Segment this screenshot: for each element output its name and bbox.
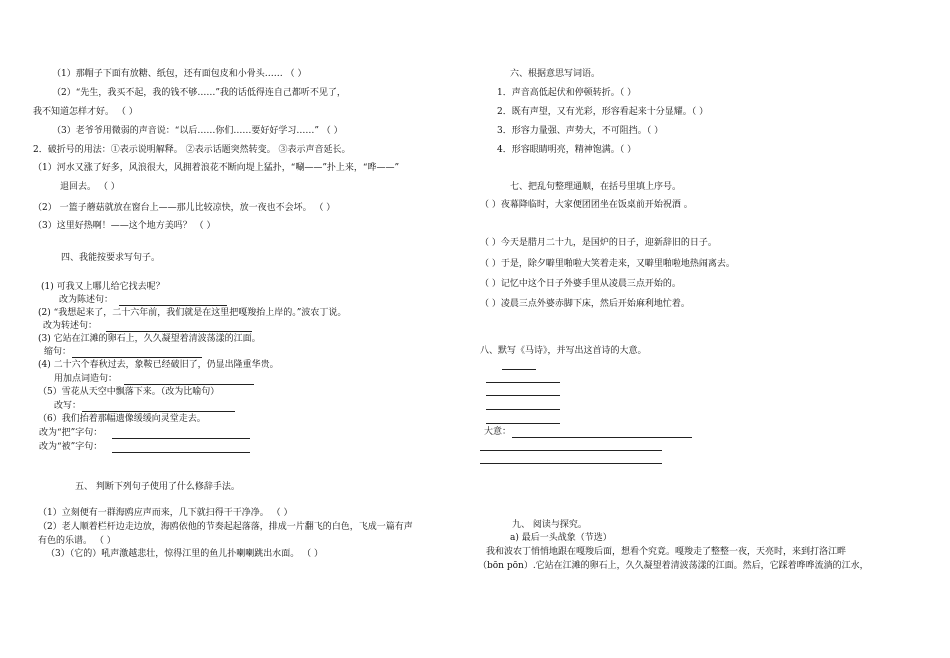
left-line-27: 有色的乐谱。 （ ） <box>38 536 116 546</box>
answer-line <box>119 305 227 306</box>
left-line-5: 2．破折号的用法：①表示说明解释。 ②表示话题突然转变。 ③表示声音延长。 <box>33 145 351 155</box>
left-line-8: （2） 一篮子蘑菇就放在窗台上——那儿比较凉快，放一夜也不会坏。 （ ） <box>33 203 336 213</box>
left-line-2: （2）“先生，我买不起，我的钱不够……”我的话低得连自己都听不见了， <box>52 88 346 98</box>
left-line-11: (1) 可我又上哪儿给它找去呢？ <box>41 282 165 292</box>
left-line-3: 我不知道怎样才好。 （ ） <box>33 107 138 117</box>
right-line-3: 2．既有声望，又有光彩，形容看起来十分显耀。（ ） <box>497 107 709 117</box>
right-line-9: （ ）于是，除夕噼里啪啦大笑着走来，又噼里啪啦地热闹离去。 <box>480 259 735 269</box>
meaning-line <box>480 463 662 464</box>
poem-line <box>486 395 560 396</box>
section-6-heading: 六、根据意思写词语。 <box>510 69 601 79</box>
left-line-21: （6）我们抬着那幅遗像缓缓向灵堂走去。 <box>38 414 206 424</box>
poem-title-line <box>502 369 536 370</box>
answer-line <box>124 384 254 385</box>
left-line-17: (4) 二十六个春秋过去，象鞍已经破旧了，仍显出隆重华贵。 <box>38 360 279 370</box>
right-line-11: （ ）凌晨三点外婆赤脚下床，然后开始麻利地忙着。 <box>480 299 690 309</box>
passage-line-1: 我和波农丁悄悄地跟在嘎羧后面，想看个究竟。嘎羧走了整整一夜，天亮时，来到打洛江畔 <box>486 547 847 557</box>
left-line-9: （3）这里好热啊！——这个地方美吗？ （ ） <box>33 221 216 231</box>
right-line-10: （ ）记忆中这个日子外婆手里从凌晨三点开始的。 <box>480 279 681 289</box>
left-line-13: (2) “我想起来了，二十六年前，我们就是在这里把嘎羧抬上岸的。”波农丁说。 <box>38 308 347 318</box>
left-line-26: （2）老人顺着栏杆边走边放，海鸥依他的节奏起起落落，排成一片翻飞的白色，飞成一篇有声 <box>38 522 413 532</box>
passage-title: a) 最后一头战象（节选） <box>510 533 612 543</box>
answer-line <box>72 357 202 358</box>
left-line-22: 改为“把”字句： <box>39 428 103 438</box>
left-line-23: 改为“被”字句： <box>39 442 103 452</box>
right-line-8: （ ）今天是腊月二十九，是国炉的日子，迎新辞旧的日子。 <box>480 238 717 248</box>
section-9-heading: 九、 阅读与探究。 <box>512 520 587 530</box>
poem-line <box>486 409 560 410</box>
meaning-label: 大意： <box>484 427 512 437</box>
left-line-18: 用加点词造句： <box>54 374 118 384</box>
section-4-heading: 四、我能按要求写句子。 <box>61 253 161 263</box>
left-line-12: 改为陈述句： <box>59 295 114 305</box>
left-line-19: （5）雪花从天空中飘落下来。（改为比喻句） <box>38 387 220 397</box>
section-7-heading: 七、把乱句整理通顺，在括号里填上序号。 <box>510 182 682 192</box>
passage-line-2: （bōn pōn）.它站在江滩的卵石上，久久凝望着清波荡漾的江面。然后，它踩着哗哗流淌的江水， <box>478 561 869 571</box>
left-line-25: （1）立刻便有一群海鸥应声而来，几下就扫得干干净净。 （ ） <box>38 508 293 518</box>
left-line-15: (3) 它站在江滩的卵石上，久久凝望着清波荡漾的江面。 <box>38 334 261 344</box>
left-line-20: 改写： <box>54 401 82 411</box>
answer-line <box>82 411 235 412</box>
left-line-4: （3）老爷爷用微弱的声音说：“以后……你们……要好好学习……” （ ） <box>52 126 343 136</box>
left-line-7: 退回去。 （ ） <box>60 182 120 192</box>
section-8-heading: 八、默写《马诗》，并写出这首诗的大意。 <box>480 346 647 356</box>
poem-line <box>486 382 560 383</box>
answer-line <box>112 438 250 439</box>
meaning-line <box>512 437 692 438</box>
left-line-14: 改为转述句： <box>43 321 98 331</box>
left-line-6: （1）河水又涨了好多，风浪很大，风拥着浪花不断向堤上猛扑，“唰——”扑上来，“哗——” <box>33 163 400 173</box>
left-line-28: （3）（它的）吼声激越悲壮，惊得江里的鱼儿扑喇喇跳出水面。 （ ） <box>46 549 323 559</box>
left-line-16: 缩句： <box>44 347 72 357</box>
right-line-2: 1．声音高低起伏和停顿转折。（ ） <box>497 88 637 98</box>
meaning-line <box>480 450 662 451</box>
right-line-4: 3．形容力量强、声势大，不可阻挡。（ ） <box>497 126 664 136</box>
answer-line <box>112 452 250 453</box>
right-line-7: （ ）夜幕降临时，大家便团团坐在饭桌前开始祝酒 。 <box>480 200 693 210</box>
poem-line <box>486 423 560 424</box>
section-5-heading: 五、 判断下列句子使用了什么修辞手法。 <box>75 482 240 492</box>
left-line-1: （1）那帽子下面有放糖、纸包，还有面包皮和小骨头…… （ ） <box>52 69 307 79</box>
right-line-5: 4．形容眼睛明亮，精神饱满。（ ） <box>497 145 637 155</box>
answer-line <box>106 331 252 332</box>
